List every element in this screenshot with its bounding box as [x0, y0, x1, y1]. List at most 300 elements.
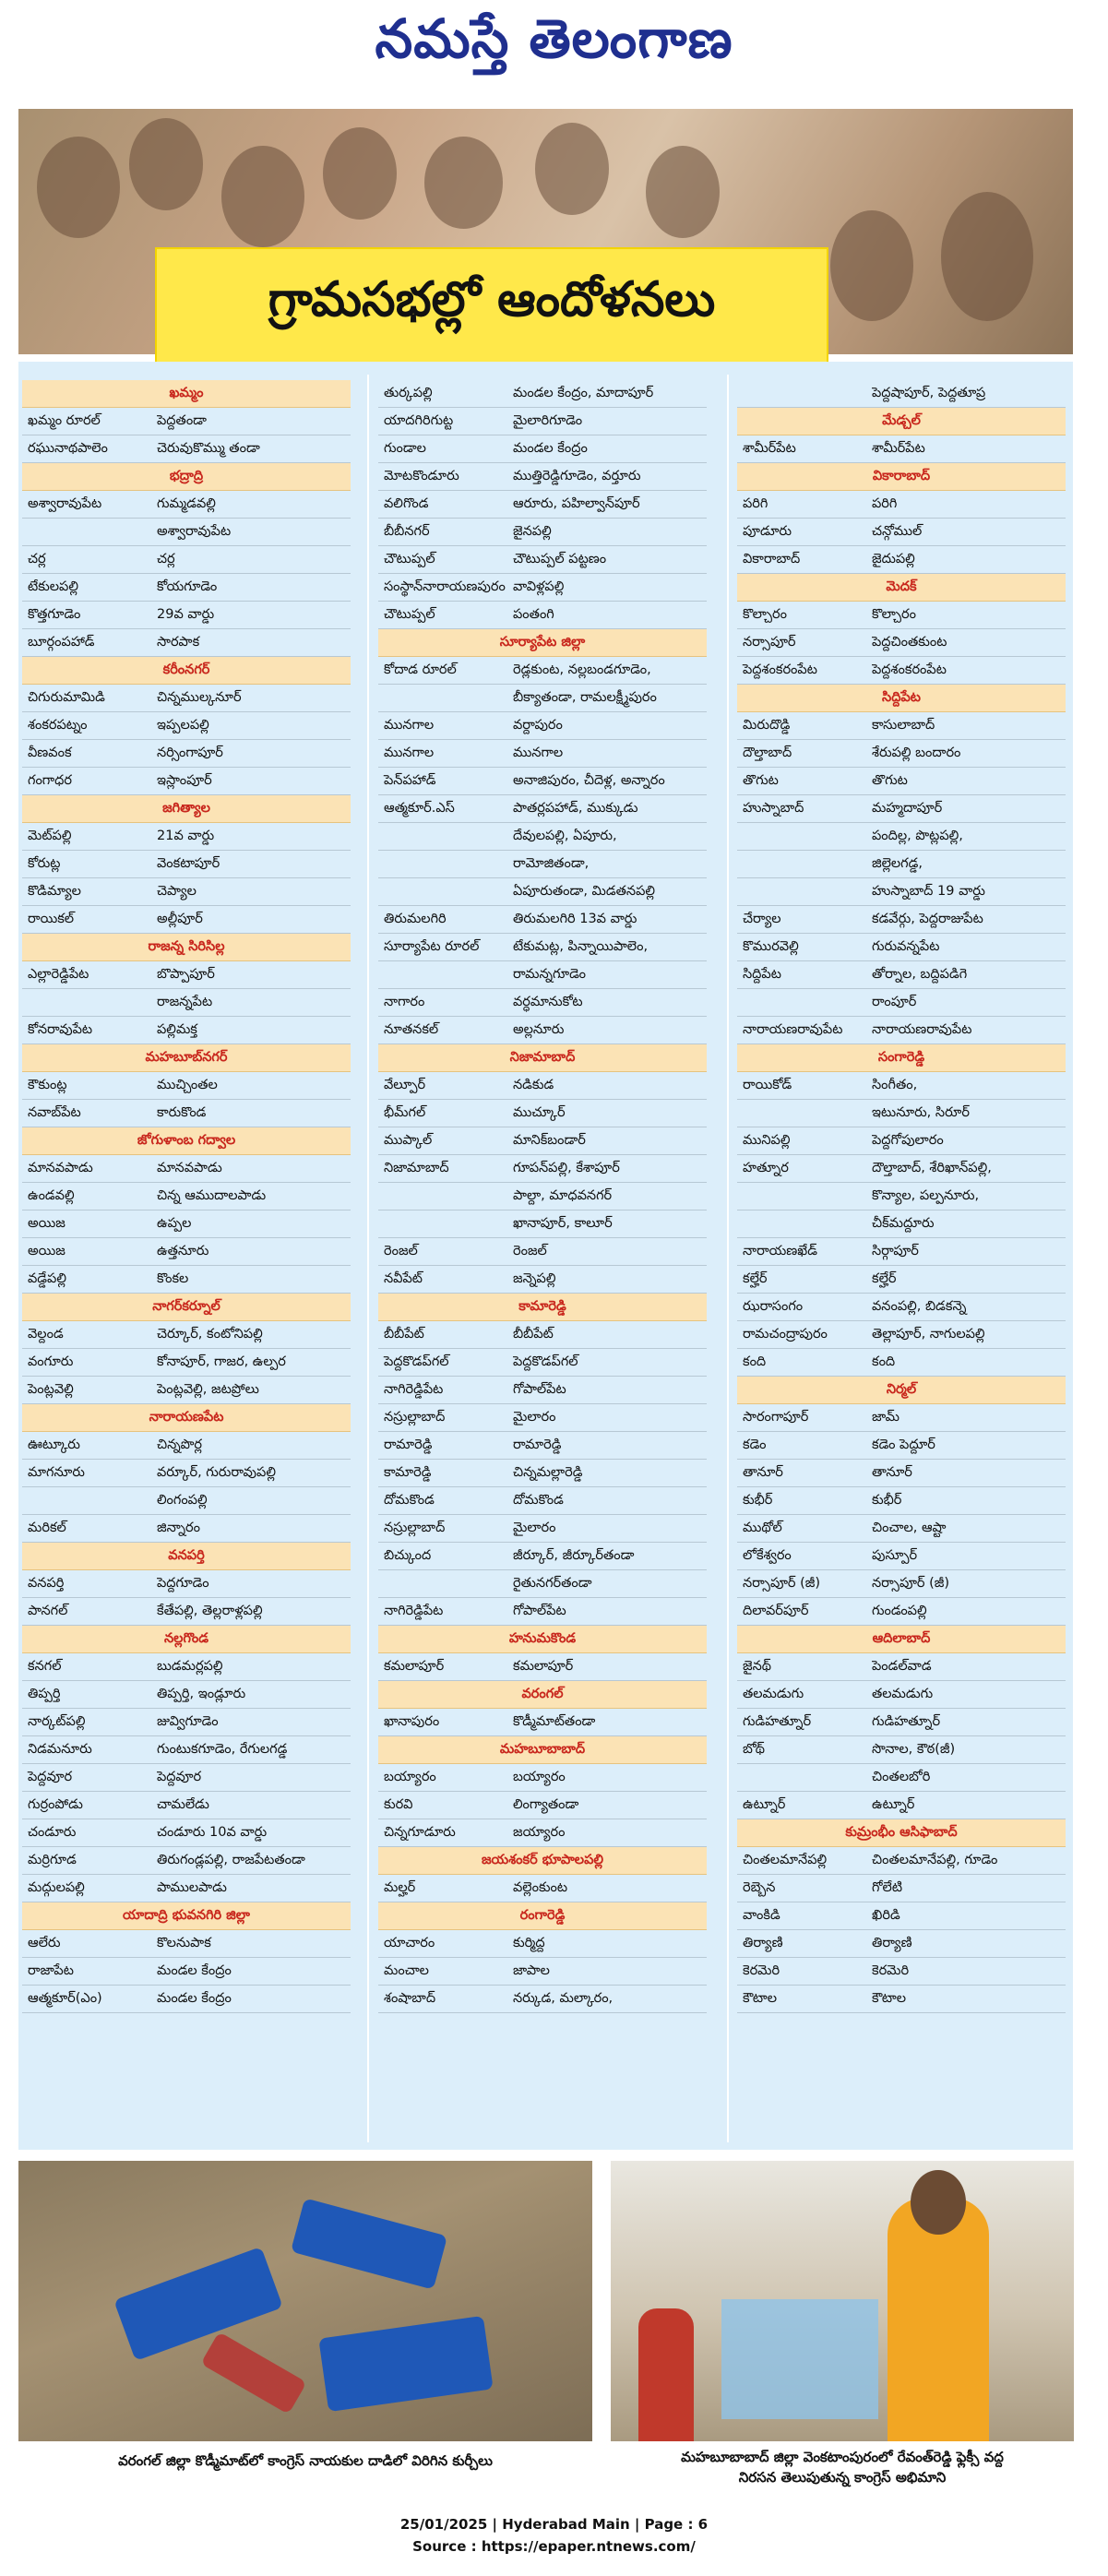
mandal-name: కురవి — [384, 1797, 413, 1812]
table-row — [737, 1072, 1066, 1100]
mandal-name: కమలాపూర్ — [384, 1659, 445, 1674]
table-row — [22, 408, 351, 435]
table-row — [737, 823, 1066, 851]
mandal-name: కౌకుంట్ల — [28, 1078, 67, 1092]
table-row — [737, 1432, 1066, 1460]
mandal-name: వనపర్తి — [28, 1576, 65, 1591]
mandal-name: చౌటుప్పల్ — [384, 607, 435, 622]
mandal-name: కెరమెరి — [743, 1963, 780, 1978]
gram-sabha-table — [18, 362, 1073, 2150]
table-row — [22, 1210, 351, 1238]
table-row — [22, 629, 351, 657]
mandal-name: ఝరాసంగం — [743, 1299, 804, 1314]
mandal-name: నాగిరెడ్డిపేట — [384, 1382, 444, 1397]
village-name: పందిల్ల, పొట్లపల్లి, — [872, 829, 963, 843]
village-name: పెద్దవూర — [157, 1770, 202, 1784]
table-row — [378, 1349, 707, 1377]
mandal-name — [22, 989, 157, 1016]
village-name: పాతర్లపహాడ్, ముక్కుడు — [513, 801, 638, 816]
table-row — [22, 1709, 351, 1736]
mandal-name: తిప్పర్తి — [28, 1687, 61, 1701]
mandal-name: గుండాల — [384, 441, 426, 456]
village-name: దోమకొండ — [513, 1493, 564, 1508]
table-row — [378, 408, 707, 435]
table-row — [737, 1210, 1066, 1238]
village-name: పెద్దశంకరంపేట — [872, 662, 947, 677]
village-name: ఉప్పల — [157, 1216, 192, 1231]
village-name: ఖిరిడి — [872, 1908, 900, 1923]
table-row — [22, 1017, 351, 1044]
table-row — [22, 1100, 351, 1127]
village-name: ముచ్చింతల — [157, 1078, 218, 1092]
village-name: గురువన్నపేట — [872, 939, 940, 954]
village-name: వెంకటాపూర్ — [157, 856, 220, 871]
village-name: అశ్వారావుపేట — [157, 524, 232, 539]
table-row — [737, 1902, 1066, 1930]
village-name: బుడమర్లపల్లి — [157, 1659, 223, 1674]
mandal-name: చండూరు — [28, 1825, 77, 1840]
table-row — [378, 1930, 707, 1958]
village-name: బయ్యారం — [513, 1770, 566, 1784]
table-row — [22, 1072, 351, 1100]
mandal-name: నర్సాపూర్ (జీ) — [743, 1576, 821, 1591]
mandal-name: అశ్వారావుపేట — [28, 496, 102, 511]
district-header: కుమ్రంభీం ఆసిఫాబాద్ — [737, 1819, 1066, 1847]
village-name: తొగుట — [872, 773, 908, 788]
mandal-name: కొత్తగూడెం — [28, 607, 81, 622]
table-row — [378, 519, 707, 546]
mandal-name: వలిగొండ — [384, 496, 429, 511]
mandal-name: ఎల్లారెడ్డిపేట — [28, 967, 89, 982]
table-row — [22, 546, 351, 574]
village-name: నర్సాపూర్ (జీ) — [872, 1576, 950, 1591]
mandal-name: తలమడుగు — [743, 1687, 804, 1701]
village-name: పెంట్లవెల్లి, జటప్రోలు — [157, 1382, 259, 1397]
table-row — [22, 1653, 351, 1681]
village-name: మైలారిగూడెం — [513, 413, 583, 428]
village-name: రెడ్లకుంట, నల్లబండగూడెం, — [513, 662, 651, 677]
table-row — [737, 1127, 1066, 1155]
table-row — [378, 463, 707, 491]
mandal-name: కామారెడ్డి — [384, 1465, 432, 1480]
district-header: వరంగల్ — [378, 1681, 707, 1709]
village-name: వల్లెంకుంట — [513, 1880, 568, 1895]
table-row — [22, 1986, 351, 2013]
table-row — [737, 1736, 1066, 1764]
village-name: కోయగూడెం — [157, 579, 218, 594]
village-name: బీక్యాతండా, రామలక్ష్మీపురం — [513, 690, 657, 705]
table-column-2 — [378, 380, 707, 2013]
mandal-name: దోమకొండ — [384, 1493, 435, 1508]
village-name: మండల కేంద్రం, మాదాపూర్ — [513, 386, 654, 400]
village-name: పెద్దతండా — [157, 413, 207, 428]
village-name: బొప్పాపూర్ — [157, 967, 215, 982]
village-name: పుస్పూర్ — [872, 1548, 918, 1563]
table-row — [22, 961, 351, 989]
table-row — [737, 1764, 1066, 1792]
village-name: చీక్‌మద్దూరు — [872, 1216, 935, 1231]
mandal-name: అయిజ — [28, 1216, 66, 1231]
mandal-name: శంషాబాద్ — [384, 1991, 436, 2006]
table-row — [737, 1709, 1066, 1736]
village-name: ముత్తిరెడ్డిగూడెం, వర్తూరు — [513, 469, 641, 483]
village-name: మైలారం — [513, 1410, 556, 1425]
village-name: కుర్మిద్ద — [513, 1936, 545, 1950]
mandal-name: వీణవంక — [28, 745, 72, 760]
table-row — [22, 1432, 351, 1460]
district-header: రంగారెడ్డి — [378, 1902, 707, 1930]
table-row — [378, 1515, 707, 1543]
village-name: జాపాల — [513, 1963, 550, 1978]
village-name: 21వ వార్డు — [157, 829, 215, 843]
table-row — [22, 519, 351, 546]
district-header: యాదాద్రి భువనగిరి జిల్లా — [22, 1902, 351, 1930]
village-name: నారాయణరావుపేట — [872, 1022, 972, 1037]
mandal-name: కౌటాల — [743, 1991, 778, 2006]
table-row — [22, 1183, 351, 1210]
table-row — [22, 1377, 351, 1404]
village-name: ఇస్లాంపూర్ — [157, 773, 212, 788]
village-name: కొలనుపాక — [157, 1936, 211, 1950]
village-name: లింగ్యాతండా — [513, 1797, 579, 1812]
mandal-name: శంకరపట్నం — [28, 718, 88, 733]
mandal-name: ఆలేరు — [28, 1936, 61, 1950]
mandal-name: మాగనూరు — [28, 1465, 85, 1480]
village-name: రామారెడ్డి — [513, 1437, 562, 1452]
village-name: చన్గోముల్ — [872, 524, 923, 539]
table-row — [737, 1266, 1066, 1294]
mandal-name: నవీపేట్ — [384, 1271, 423, 1286]
mandal-name: జైనథ్ — [743, 1659, 772, 1674]
mandal-name: చిన్నగూడూరు — [384, 1825, 456, 1840]
district-header: జయశంకర్ భూపాలపల్లి — [378, 1847, 707, 1875]
table-row — [737, 602, 1066, 629]
table-row — [378, 1072, 707, 1100]
table-row — [22, 1487, 351, 1515]
mandal-name — [378, 1183, 513, 1210]
mandal-name: ఖానాపురం — [384, 1714, 440, 1729]
village-name: జైదుపల్లి — [872, 552, 915, 566]
mandal-name: వికారాబాద్ — [743, 552, 801, 566]
mandal-name: మర్రిగూడ — [28, 1853, 77, 1867]
mandal-name: భీమ్‌గల్ — [384, 1105, 426, 1120]
mandal-name: బిచ్కుంద — [384, 1548, 432, 1563]
table-row — [378, 934, 707, 961]
mandal-name: రాయికోడ్ — [743, 1078, 792, 1092]
mandal-name: మోటకొండూరు — [384, 469, 459, 483]
table-row — [22, 1266, 351, 1294]
table-row — [737, 1460, 1066, 1487]
table-row — [378, 1598, 707, 1626]
mandal-name: కడెం — [743, 1437, 767, 1452]
mandal-name: వెల్దండ — [28, 1327, 64, 1342]
table-row — [737, 1487, 1066, 1515]
district-header: ఆదిలాబాద్ — [737, 1626, 1066, 1653]
district-header: వనపర్తి — [22, 1543, 351, 1570]
table-row — [22, 1155, 351, 1183]
village-name: రెంజల్ — [513, 1244, 547, 1258]
table-row — [22, 1681, 351, 1709]
district-header: నిర్మల్ — [737, 1377, 1066, 1404]
village-name: పల్లిమక్త — [157, 1022, 197, 1037]
table-row — [737, 629, 1066, 657]
village-name: రాంపూర్ — [872, 995, 917, 1009]
district-header: మెదక్ — [737, 574, 1066, 602]
table-row — [737, 1653, 1066, 1681]
table-row — [22, 1875, 351, 1902]
photo2-caption-line2: నిరసన తెలుపుతున్న కాంగ్రెస్ అభిమాని — [738, 2469, 947, 2486]
village-name: పంతంగి — [513, 607, 554, 622]
district-header: నారాయణపేట — [22, 1404, 351, 1432]
table-row — [22, 602, 351, 629]
mandal-name: రామారెడ్డి — [384, 1437, 433, 1452]
mandal-name: ముథోల్ — [743, 1521, 782, 1535]
mandal-name — [378, 1210, 513, 1237]
mandal-name: కొల్చారం — [743, 607, 787, 622]
mandal-name — [22, 1487, 157, 1514]
table-row — [378, 740, 707, 768]
mandal-name: కోనరావుపేట — [28, 1022, 93, 1037]
village-name: చిన్నముల్కనూర్ — [157, 690, 242, 705]
table-row — [378, 1155, 707, 1183]
village-name: ఉత్తనూరు — [157, 1244, 209, 1258]
mandal-name: సూర్యాపేట రూరల్ — [384, 939, 480, 954]
table-row — [378, 685, 707, 712]
mandal-name: మానవపాడు — [28, 1161, 93, 1175]
table-row — [737, 1792, 1066, 1819]
village-name: పరిగి — [872, 496, 898, 511]
village-name: పెద్దచింతకుంట — [872, 635, 947, 650]
table-row — [737, 546, 1066, 574]
village-name: ముచ్కూర్ — [513, 1105, 566, 1120]
village-name: చండూరు 10వ వార్డు — [157, 1825, 268, 1840]
broken-chairs-photo — [18, 2161, 592, 2441]
mandal-name: మునిపల్లి — [743, 1133, 791, 1148]
table-row — [737, 1681, 1066, 1709]
table-row — [737, 989, 1066, 1017]
mandal-name: చర్ల — [28, 552, 46, 566]
table-row — [22, 1736, 351, 1764]
table-row — [737, 491, 1066, 519]
mandal-name: సారంగాపూర్ — [743, 1410, 809, 1425]
table-column-1 — [22, 380, 351, 2013]
mandal-name — [378, 823, 513, 850]
mandal-name: రెంజల్ — [384, 1244, 418, 1258]
mandal-name: ఊట్కూరు — [28, 1437, 80, 1452]
footer-date-edition: 25/01/2025 | Hyderabad Main | Page : 6 — [399, 2516, 709, 2533]
mandal-name: అయిజ — [28, 1244, 66, 1258]
mandal-name — [378, 961, 513, 988]
village-name: ఇప్పలపల్లి — [157, 718, 209, 733]
village-name: జిల్లెలగడ్డ, — [872, 856, 923, 871]
mandal-name: మునగాల — [384, 745, 435, 760]
mandal-name: కనగల్ — [28, 1659, 62, 1674]
village-name: హుస్నాబాద్ 19 వార్డు — [872, 884, 985, 899]
village-name: పెండల్‌వాడ — [872, 1659, 932, 1674]
district-header: వికారాబాద్ — [737, 463, 1066, 491]
mandal-name — [378, 878, 513, 905]
flex-banner — [721, 2299, 878, 2419]
table-row — [378, 1986, 707, 2013]
village-name: కొల్చారం — [872, 607, 916, 622]
table-row — [737, 1570, 1066, 1598]
district-header: ఖమ్మం — [22, 380, 351, 408]
village-name: గుమ్మడవల్లి — [157, 496, 216, 511]
mandal-name: నారాయణరావుపేట — [743, 1022, 843, 1037]
table-row — [378, 380, 707, 408]
table-row — [737, 878, 1066, 906]
table-row — [737, 1847, 1066, 1875]
village-name: నడికుడ — [513, 1078, 554, 1092]
table-row — [737, 1017, 1066, 1044]
table-row — [737, 380, 1066, 408]
village-name: ఖానాపూర్, కాలూర్ — [513, 1216, 613, 1231]
table-row — [378, 1210, 707, 1238]
child-figure — [638, 2308, 694, 2441]
table-row — [22, 1238, 351, 1266]
table-row — [378, 1764, 707, 1792]
table-row — [737, 1155, 1066, 1183]
village-name: వర్ధమానుకోట — [513, 995, 583, 1009]
mandal-name: కొమురవెల్లి — [743, 939, 799, 954]
table-row — [378, 1875, 707, 1902]
table-row — [378, 851, 707, 878]
village-name: వర్దాపురం — [513, 718, 563, 733]
mandal-name: యాదగిరిగుట్ట — [384, 413, 454, 428]
district-header: హనుమకొండ — [378, 1626, 707, 1653]
district-header: కామారెడ్డి — [378, 1294, 707, 1321]
table-row — [737, 1404, 1066, 1432]
village-name: పెద్దషాపూర్, పెద్దతూప్ర — [872, 386, 986, 400]
mandal-name — [737, 380, 872, 407]
mandal-name — [737, 1210, 872, 1237]
village-name: చిన్న ఆముదాలపాడు — [157, 1188, 267, 1203]
mandal-name: ముప్కాల్ — [384, 1133, 433, 1148]
table-row — [737, 795, 1066, 823]
village-name: కొన్యాల, పల్పనూరు, — [872, 1188, 980, 1203]
village-name: గోపాల్‌పేట — [513, 1382, 566, 1397]
mandal-name — [737, 851, 872, 877]
district-header: సిద్దిపేట — [737, 685, 1066, 712]
mandal-name: నాగారం — [384, 995, 425, 1009]
mandal-name: కోదాడ రూరల్ — [384, 662, 457, 677]
village-name: తోర్నాల, బద్దిపడిగె — [872, 967, 968, 982]
village-name: చిన్నపొర్ల — [157, 1437, 202, 1452]
village-name: కల్హేర్ — [872, 1271, 897, 1286]
village-name: తిప్పర్తి, ఇండ్లూరు — [157, 1687, 246, 1701]
photo2-caption-line1: మహబూబాబాద్ జిల్లా వెంకటాంపురంలో రేవంత్‌రెడ్డి ఫ్లెక్సీ వద్ద — [681, 2449, 1004, 2465]
mandal-name: మునగాల — [384, 718, 435, 733]
village-name: మహ్మదాపూర్ — [872, 801, 943, 816]
table-row — [22, 685, 351, 712]
mandal-name: పరిగి — [743, 496, 768, 511]
table-row — [737, 1321, 1066, 1349]
newspaper-masthead: నమస్తే తెలంగాణ — [375, 7, 733, 70]
table-row — [737, 1543, 1066, 1570]
photo2-caption — [611, 2447, 1074, 2487]
village-name: కౌటాల — [872, 1991, 907, 2006]
village-name: నర్కుడ, మల్కారం, — [513, 1991, 614, 2006]
mandal-name: గుడిహత్నూర్ — [743, 1714, 812, 1729]
mandal-name: ఆత్మకూర్(ఎం) — [28, 1991, 102, 2006]
mandal-name: బీబీపేట్ — [384, 1327, 424, 1342]
mandal-name: ఆత్మకూర్.ఎస్ — [384, 801, 455, 816]
village-name: కొంకల — [157, 1271, 189, 1286]
table-row — [22, 906, 351, 934]
village-name: వావిళ్లపల్లి — [513, 579, 565, 594]
table-row — [22, 851, 351, 878]
village-name: జామ్ — [872, 1410, 900, 1425]
mandal-name: రెబ్బెన — [743, 1880, 776, 1895]
table-row — [737, 1183, 1066, 1210]
table-row — [378, 1487, 707, 1515]
table-row — [22, 1321, 351, 1349]
district-header: జగిత్యాల — [22, 795, 351, 823]
mandal-name: నర్సాపూర్ — [743, 635, 796, 650]
table-row — [378, 546, 707, 574]
mandal-name: యాచారం — [384, 1936, 435, 1950]
village-name: అల్లీపూర్ — [157, 912, 203, 926]
mandal-name: నారాయణఖేడ్ — [743, 1244, 817, 1258]
village-name: జీర్కూర్, జీర్కూర్‌తండా — [513, 1548, 635, 1563]
mandal-name — [737, 1100, 872, 1127]
table-row — [22, 1792, 351, 1819]
mandal-name: రామచంద్రాపురం — [743, 1327, 828, 1342]
table-row — [737, 906, 1066, 934]
district-header: నిజామాబాద్ — [378, 1044, 707, 1072]
mandal-name: కోరుట్ల — [28, 856, 61, 871]
village-name: లింగంపల్లి — [157, 1493, 208, 1508]
mandal-name: పెన్‌పహాడ్ — [384, 773, 436, 788]
table-row — [737, 740, 1066, 768]
district-header: సంగారెడ్డి — [737, 1044, 1066, 1072]
village-name: పెద్దగూడెం — [157, 1576, 209, 1591]
table-row — [378, 1819, 707, 1847]
village-name: కెరమెరి — [872, 1963, 910, 1978]
mandal-name — [22, 519, 157, 545]
village-name: పాములపాడు — [157, 1880, 227, 1895]
mandal-name: పెంట్లవెల్లి — [28, 1382, 74, 1397]
village-name: మండల కేంద్రం — [157, 1963, 232, 1978]
headline-banner: గ్రామసభల్లో ఆందోళనలు — [157, 249, 827, 362]
village-name: చౌటుప్పల్ పట్టణం — [513, 552, 607, 566]
column-divider — [367, 375, 369, 2142]
mandal-name: మద్గులపల్లి — [28, 1880, 85, 1895]
table-row — [737, 1986, 1066, 2013]
mandal-name: హుస్నాబాద్ — [743, 801, 804, 816]
village-name: రామోజితండా, — [513, 856, 590, 871]
table-row — [22, 740, 351, 768]
mandal-name: కొడిమ్యాల — [28, 884, 81, 899]
village-name: కొడ్మీమాట్‌తండా — [513, 1714, 596, 1729]
village-name: కడెం పెద్దూర్ — [872, 1437, 935, 1452]
village-name: వర్కూర్, గురురావుపల్లి — [157, 1465, 276, 1480]
village-name: గోలేటి — [872, 1880, 903, 1895]
village-name: దౌల్తాబాద్, శేరిఖాన్‌పల్లి, — [872, 1161, 992, 1175]
mandal-name: నస్రుల్లాబాద్ — [384, 1521, 446, 1535]
mandal-name — [737, 878, 872, 905]
mandal-name: నస్రుల్లాబాద్ — [384, 1410, 446, 1425]
village-name: శామీర్‌పేట — [872, 441, 925, 456]
mandal-name: కల్హేర్ — [743, 1271, 768, 1286]
table-row — [378, 1460, 707, 1487]
table-row — [378, 1792, 707, 1819]
mandal-name: కుభీర్ — [743, 1493, 773, 1508]
village-name: చిన్నమల్లారెడ్డి — [513, 1465, 583, 1480]
column-divider — [727, 375, 729, 2142]
table-column-3 — [737, 380, 1066, 2013]
table-row — [22, 1847, 351, 1875]
